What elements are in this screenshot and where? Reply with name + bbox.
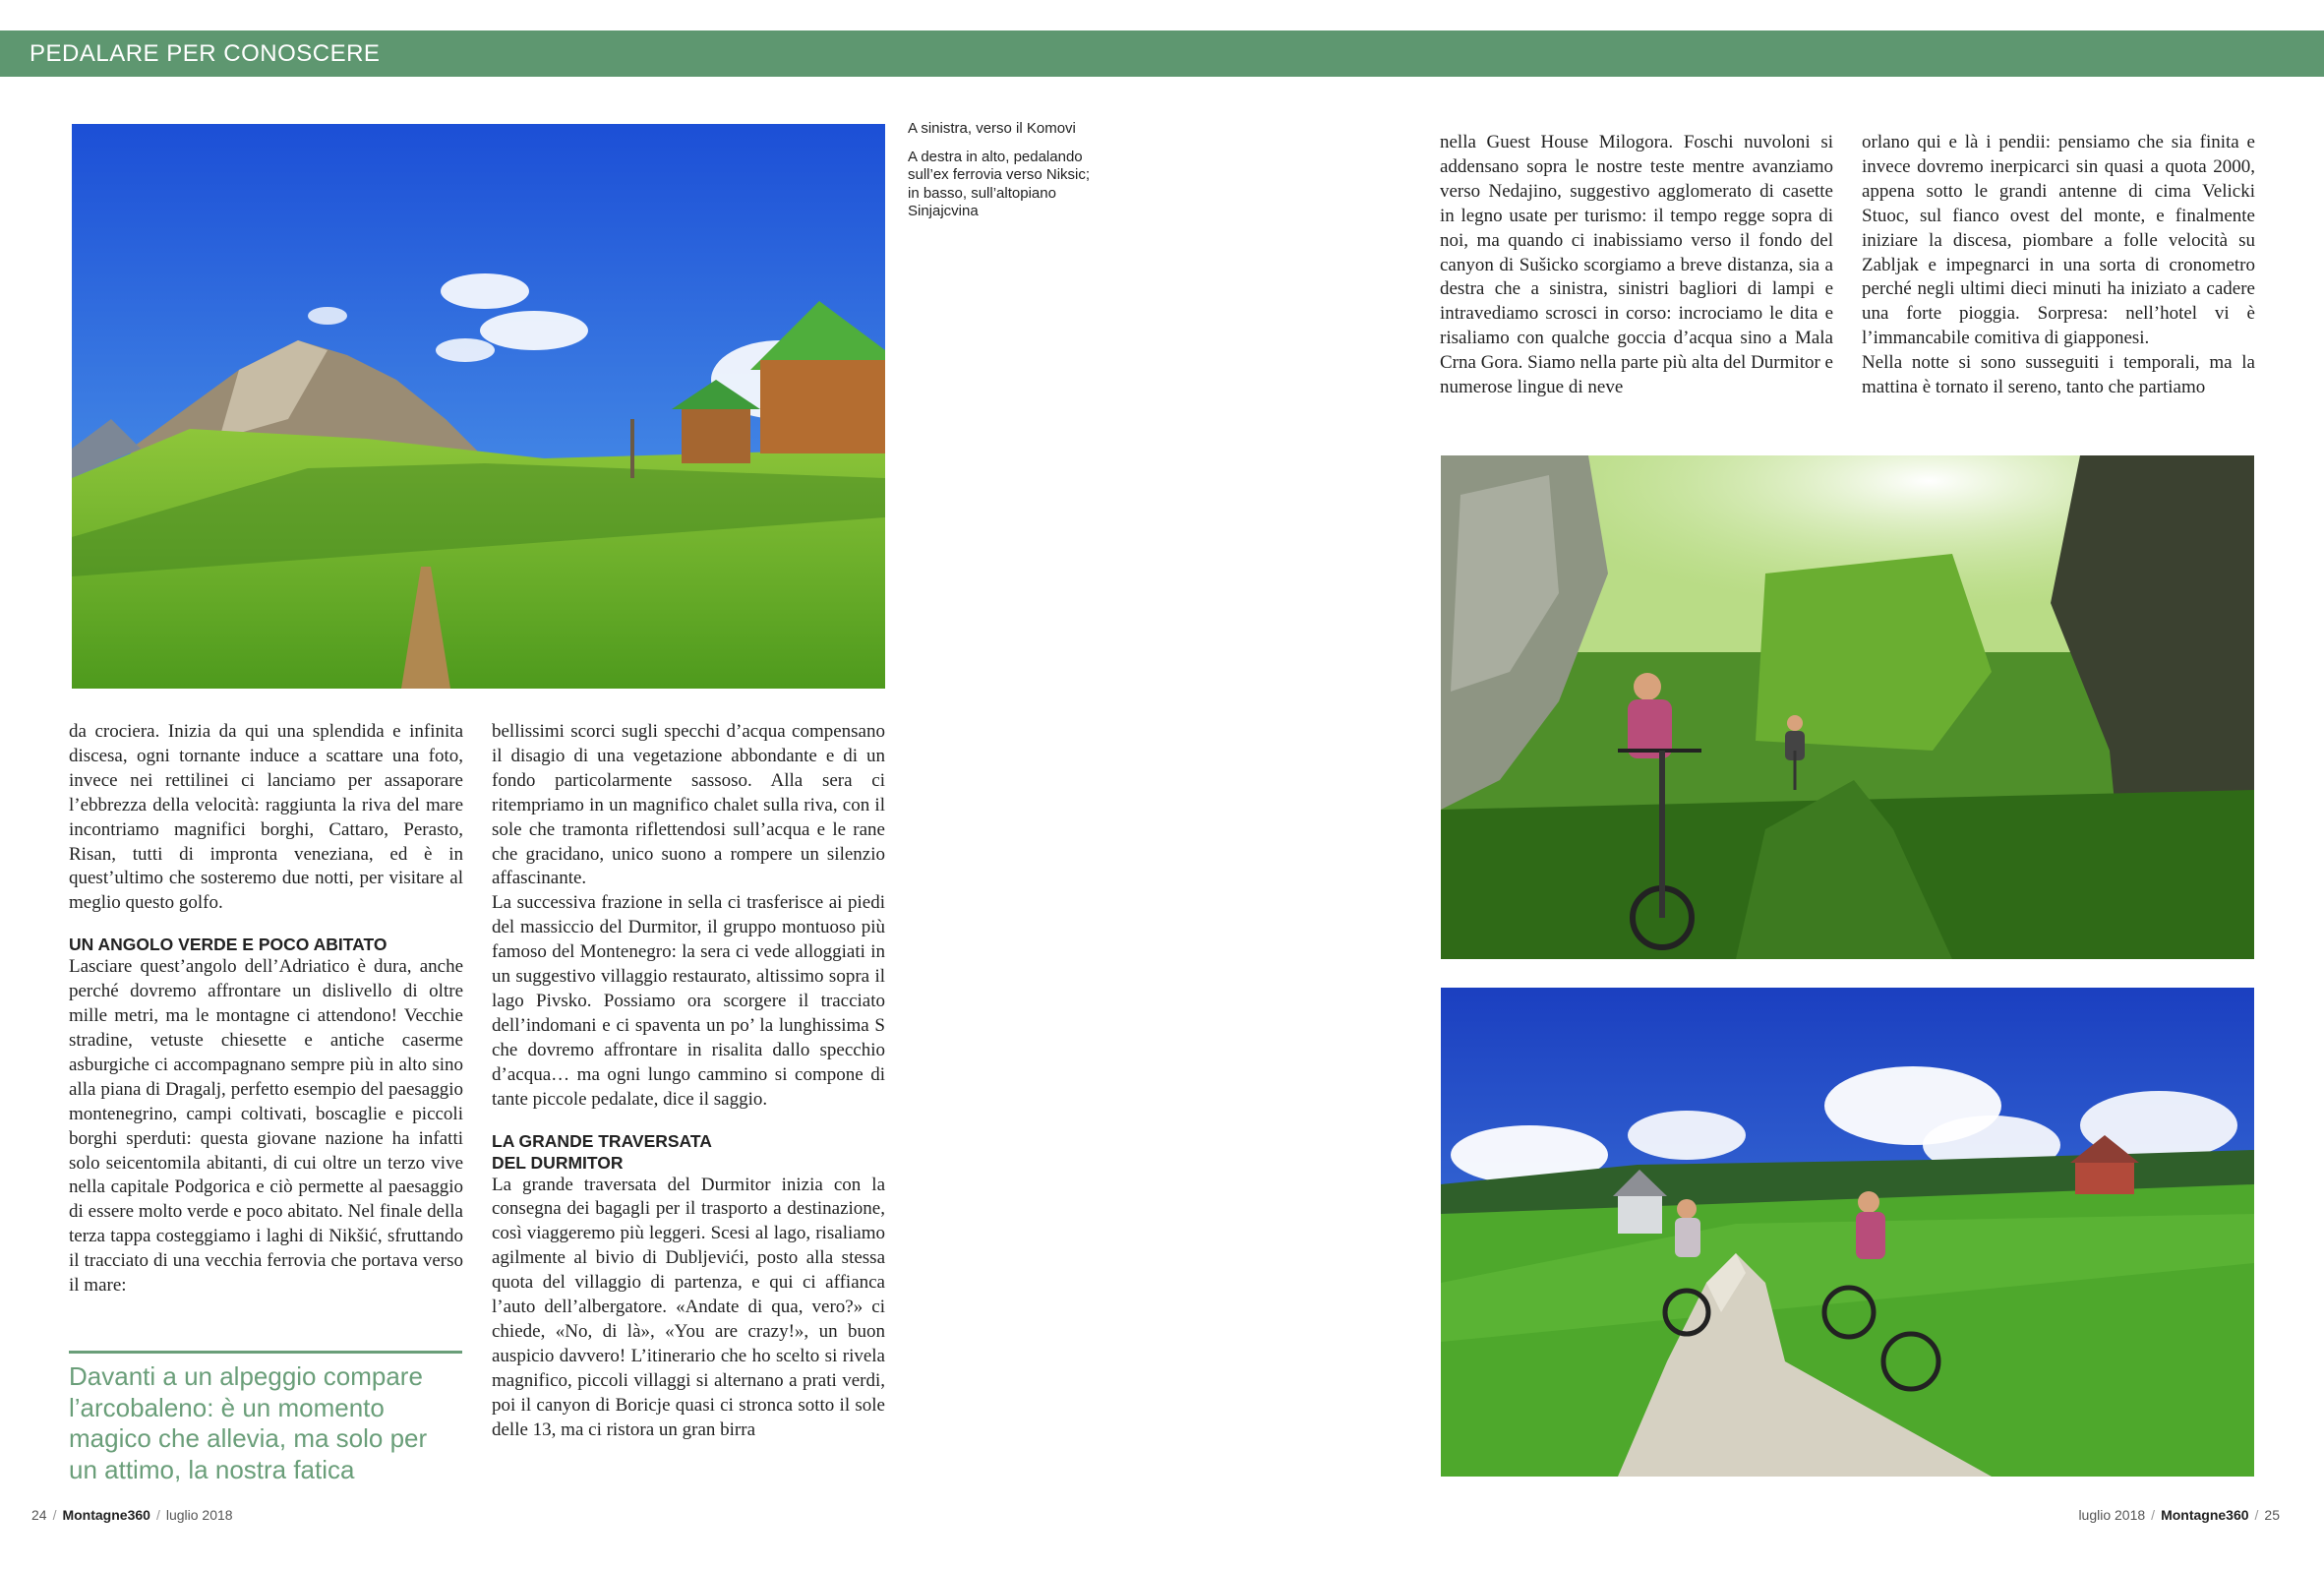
photo-caption <box>908 120 1104 231</box>
col1-subheading: UN ANGOLO VERDE E POCO ABITATO <box>69 935 387 955</box>
article-column-3 <box>1440 131 1833 400</box>
col2-subheading <box>492 1130 885 1174</box>
footer-right-date: luglio 2018 <box>2078 1507 2146 1523</box>
footer-right-magazine: Montagne360 <box>2161 1507 2249 1523</box>
col1-paragraph-2: Lasciare quest’angolo dell’Adriatico è dura, anche perché dovremo affrontare un dislivello di oltre mille metri, ma le montagne ci attendono! Vecchie stradine, vetuste chiesette e antiche caserme asburgiche ci accompagnano sempre più in alto sino alla piana di Dragalj, perfetto esempio del paesaggio montenegrino, campi coltivati, boscaglie e piccoli borghi sperduti: questa giovane nazione ha infatti solo seicentomila abitanti, di cui oltre un terzo vive nella capitale Podgorica e ciò permette al paesaggio di essere molto verde e poco abitato. Nel finale della terza tappa costeggiamo i laghi di Nikšić, sfruttando il tracciato di una vecchia ferrovia che portava verso il mare: <box>69 956 463 1297</box>
col2-paragraph-2: La successiva frazione in sella ci trasferisce ai piedi del massiccio del Durmitor, il gruppo montuoso più famoso del Montenegro: la sera ci vede alloggiati in un suggestivo villaggio restaurato, altissimo sopra il lago Pivsko. Possiamo ora scorgere il tracciato dell’indomani e ci spaventa un po’ la lunghissima S che dovremo affrontare in risalita dallo specchio d’acqua… ma ogni lungo cammino si compone di tante piccole pedalate, dice il saggio. <box>492 892 885 1110</box>
article-column-1 <box>69 720 463 1298</box>
footer-left-magazine: Montagne360 <box>62 1507 150 1523</box>
footer-right-page-number: 25 <box>2264 1507 2280 1523</box>
footer-right: luglio 2018 / Montagne360 / 25 <box>2078 1507 2280 1523</box>
section-header-bar <box>0 30 2324 77</box>
footer-left-page-number: 24 <box>31 1507 47 1523</box>
section-title: PEDALARE PER CONOSCERE <box>30 39 381 67</box>
caption-left: A sinistra, verso il Komovi <box>908 120 1076 137</box>
cyclists-plateau-image <box>1441 988 2254 1477</box>
footer-left-date: luglio 2018 <box>165 1507 233 1523</box>
article-column-4 <box>1862 131 2255 400</box>
photo-cyclists-forest <box>1441 455 2254 959</box>
caption-right: A destra in alto, pedalando sull’ex ferrovia verso Niksic; in basso, sull’altopiano Sinjajcvina <box>908 148 1091 219</box>
col1-paragraph-1: da crociera. Inizia da qui una splendida e infinita discesa, ogni tornante induce a scattare una foto, invece nei rettilinei ci lanciamo per assaporare l’ebbrezza della velocità: raggiunta la riva del mare incontriamo magnifici borghi, Cattaro, Perasto, Risan, tutti di impronta veneziana, ed è in quest’ultimo che sosteremo due notti, per visitare al meglio questo golfo. <box>69 721 463 914</box>
col4-paragraph-1: orlano qui e là i pendii: pensiamo che sia finita e invece dovremo inerpicarci sin quasi a quota 2000, appena sotto le grandi antenne di cima Velicki Stuoc, sul fianco ovest del monte, e finalmente iniziare la discesa, piombare a folle velocità su Zabljak e impegnarci in una sorta di cronometro perché negli ultimi dieci minuti ha iniziato a cadere una forte pioggia. Sorpresa: nell’hotel vi è l’immancabile comitiva di giapponesi. <box>1862 132 2255 349</box>
col2-paragraph-1: bellissimi scorci sugli specchi d’acqua compensano il disagio di una vegetazione abbondante e di un fondo particolarmente sassoso. Alla sera ci ritempriamo in un magnifico chalet sulla riva, con il sole che tramonta riflettendosi sull’acqua e le rane che gracidano, unico suono a rompere un silenzio affascinante. <box>492 721 885 889</box>
pull-quote: Davanti a un alpeggio compare l’arcobaleno: è un momento magico che allevia, ma solo per un attimo, la nostra fatica <box>69 1351 462 1485</box>
col2-paragraph-3: La grande traversata del Durmitor inizia con la consegna dei bagagli per il trasporto a destinazione, così viaggeremo più leggeri. Scesi al lago, risaliamo agilmente al bivio di Dubljevići, posto alla stessa quota del villaggio di partenza, e qui ci affianca l’auto dell’albergatore. «Andate di qua, vero?» ci chiede, «No, di là», «You are crazy!», un buon auspicio davvero! L’itinerario che ho scelto si rivela magnifico, piccoli villaggi si alternano a prati verdi, poi il canyon di Boricje quasi ci stronca sotto il sole delle 13, ma ci ristora un gran birra <box>492 1174 885 1440</box>
cyclists-forest-image <box>1441 455 2254 959</box>
article-column-2 <box>492 720 885 1442</box>
footer-left: 24 / Montagne360 / luglio 2018 <box>31 1507 233 1523</box>
col3-paragraph-1: nella Guest House Milogora. Foschi nuvoloni si addensano sopra le nostre teste mentre avanziamo verso Nedajino, suggestivo agglomerato di casette in legno usate per turismo: il tempo regge sopra di noi, ma quando ci inabissiamo verso il fondo del canyon di Sušicko scorgiamo a breve distanza, sia a destra che a sinistra, sinistri bagliori di lampi e intravediamo scrosci in corso: incrociamo le dita e risaliamo con qualche goccia d’acqua sino a Mala Crna Gora. Siamo nella parte più alta del Durmitor e numerose lingue di neve <box>1440 132 1833 398</box>
col2-subheading-line1: LA GRANDE TRAVERSATA <box>492 1130 712 1151</box>
col2-subheading-line2: DEL DURMITOR <box>492 1152 624 1173</box>
photo-komovi <box>72 124 885 689</box>
photo-cyclists-plateau <box>1441 988 2254 1477</box>
komovi-image <box>72 124 885 689</box>
col4-paragraph-2: Nella notte si sono susseguiti i temporali, ma la mattina è tornato il sereno, tanto che partiamo <box>1862 352 2255 398</box>
